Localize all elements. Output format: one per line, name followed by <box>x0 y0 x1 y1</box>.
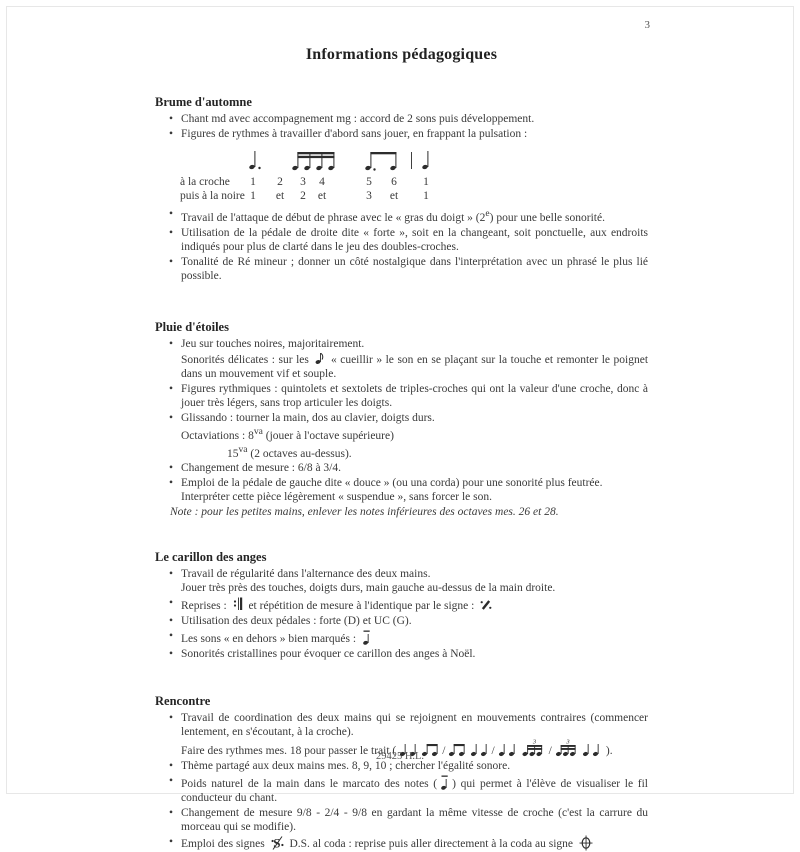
bullet-text: Utilisation de la pédale de droite dite « forte », soit en la changeant, soit ponctuelle, aux endroits indiqués pour plus de clarté dans le jeu des doubles-croches. <box>181 226 648 253</box>
page-title: Informations pédagogiques <box>305 46 498 63</box>
rhythm-notation-figure <box>155 145 648 205</box>
bullet-text: Sonorités cristallines pour évoquer ce carillon des anges à Noël. <box>181 648 476 661</box>
bullet-text: Changement de mesure : 6/8 à 3/4. <box>181 462 342 475</box>
count-row-label: à la croche <box>180 176 230 188</box>
rhythm-notes-icon <box>155 147 455 173</box>
bullet-continuation <box>181 351 648 381</box>
bullet-text: Interpréter cette pièce légèrement « suspendue », sans forcer le son. <box>181 491 492 504</box>
bullet-continuation <box>181 443 648 461</box>
count-value: 3 <box>300 176 306 188</box>
ordinal-superscript: e <box>485 208 490 219</box>
count-value: 4 <box>319 176 325 188</box>
count-row-label: puis à la noire <box>180 190 245 202</box>
bullet-item <box>155 337 648 381</box>
bullet-text: « cueillir » le son en se plaçant sur la touche et remonter le poignet dans un mouvement vif et souple. <box>181 353 649 380</box>
plate-number: 29425 H.L. <box>375 751 425 762</box>
section-heading: Brume d'automne <box>155 95 252 109</box>
count-value: 1 <box>423 176 429 188</box>
count-value: 5 <box>366 176 372 188</box>
bullet-text: Faire des rythmes mes. 18 pour passer le trait ( <box>181 745 397 758</box>
bullet-text: Reprises : <box>181 600 227 613</box>
bullet-text: Jeu sur touches noires, majoritairement. <box>181 337 365 350</box>
count-row-noire <box>155 189 648 203</box>
bullet-text: Emploi de la pédale de gauche dite « douce » (ou una corda) pour une sonorité plus feutrée. <box>181 477 603 490</box>
count-value: 2 <box>300 190 306 202</box>
bullet-item <box>155 461 648 475</box>
bullet-item <box>155 596 648 613</box>
count-value: 3 <box>366 190 372 202</box>
end-repeat-barline-icon <box>233 596 243 611</box>
bullet-item <box>155 226 648 254</box>
bullet-text: Travail de coordination des deux mains qui se rejoignent en mouvements contraires (commencer lentement, en s'écoutant, à la croche). <box>181 712 648 739</box>
section-le-carillon-des-anges <box>155 550 648 661</box>
bullet-item <box>155 774 648 805</box>
bullet-text: Tonalité de Ré mineur ; donner un côté nostalgique dans l'interprétation avec un phrasé le plus lié possible. <box>181 255 648 282</box>
coda-sign-icon <box>579 835 593 851</box>
segno-sign-icon <box>271 835 284 851</box>
bullet-text: Emploi des signes <box>181 838 265 851</box>
page-content <box>155 0 648 852</box>
bullet-text: Travail de l'attaque de début de phrase avec le « gras du doigt » (2 <box>181 211 486 224</box>
bullet-text: Chant md avec accompagnement mg : accord de 2 sons puis développement. <box>181 113 535 125</box>
bullet-item <box>155 835 648 851</box>
bullet-item <box>155 255 648 283</box>
bullet-text: ). <box>605 745 613 758</box>
bullet-text: Changement de mesure 9/8 - 2/4 - 9/8 en gardant la même vitesse de croche (c'est la carrure du morceau qui se modifie). <box>181 807 648 834</box>
footnote-italic: Note : pour les petites mains, enlever les notes inférieures des octaves mes. 26 et 28. <box>170 506 559 519</box>
bullet-text: 15 <box>227 447 239 460</box>
bullet-item <box>155 647 648 661</box>
bullet-text: Les sons « en dehors » bien marqués : <box>181 633 357 646</box>
bullet-item <box>155 629 648 646</box>
bullet-text: ) qui permet à l'élève de visualiser le fil conducteur du chant. <box>181 778 648 805</box>
bullet-text: Poids naturel de la main dans le marcato des notes ( <box>181 778 438 791</box>
bullet-item <box>155 127 648 141</box>
count-value: 1 <box>250 176 256 188</box>
count-value: et <box>317 190 327 202</box>
separator: / <box>442 745 446 758</box>
bullet-text: Figures de rythmes à travailler d'abord sans jouer, en frappant la pulsation : <box>181 128 528 140</box>
count-value: 1 <box>423 190 429 202</box>
bullet-text: Octaviations : 8 <box>181 429 254 442</box>
section-rencontre <box>155 694 648 851</box>
octave-superscript: va <box>253 425 263 437</box>
bullet-continuation <box>181 581 648 595</box>
bullet-text: Glissando : tourner la main, dos au clavier, doigts durs. <box>181 411 435 424</box>
bullet-continuation <box>181 490 648 504</box>
bullet-text: ) pour une belle sonorité. <box>489 211 605 224</box>
count-value: et <box>275 190 285 202</box>
bullet-continuation <box>181 425 648 443</box>
page-number: 3 <box>644 19 650 31</box>
bullet-item <box>155 112 648 126</box>
segno-letter: S <box>272 835 281 851</box>
triplet-number: 3 <box>532 738 536 746</box>
triplet-number: 3 <box>566 738 570 746</box>
bullet-item <box>155 614 648 628</box>
marcato-note-icon <box>440 774 449 791</box>
count-value: 2 <box>277 176 283 188</box>
marcato-note-icon <box>362 629 371 646</box>
octave-superscript: va <box>238 443 248 455</box>
bullet-item <box>155 207 648 225</box>
bullet-item <box>155 411 648 461</box>
count-value: 6 <box>391 176 397 188</box>
bullet-text: Travail de régularité dans l'alternance des deux mains. <box>181 568 431 581</box>
bullet-text: (jouer à l'octave supérieure) <box>262 429 394 442</box>
eighth-note-icon <box>315 351 324 365</box>
bullet-text: et répétition de mesure à l'identique par le signe : <box>248 600 475 613</box>
section-heading: Rencontre <box>155 694 211 709</box>
bullet-item <box>155 567 648 595</box>
bullet-text: Sonorités délicates : sur les <box>181 353 309 366</box>
section-heading: Le carillon des anges <box>155 550 267 565</box>
bullet-text: (2 octaves au-dessus). <box>247 447 352 460</box>
bullet-item <box>155 806 648 834</box>
section-heading: Pluie d'étoiles <box>155 319 229 334</box>
count-row-croche <box>155 175 648 189</box>
bullet-text: Thème partagé aux deux mains mes. 8, 9, 10 ; chercher l'égalité sonore. <box>181 760 511 773</box>
section-brume-d-automne <box>155 95 648 283</box>
bullet-item <box>155 476 648 504</box>
count-value: 1 <box>250 190 256 202</box>
bullet-text: Jouer très près des touches, doigts durs, main gauche au-dessus de la main droite. <box>181 582 556 595</box>
measure-repeat-sign-icon <box>480 599 492 611</box>
count-value: et <box>389 190 399 202</box>
bullet-text: D.S. al coda : reprise puis aller directement à la coda au signe <box>289 838 574 851</box>
section-pluie-d-etoiles <box>155 320 648 520</box>
bullet-text: Figures rythmiques : quintolets et sextolets de triples-croches qui ont la valeur d'une croche, donc à jouer très légers, sans trop articuler les doigts. <box>181 382 648 409</box>
bullet-item <box>155 382 648 410</box>
separator: / <box>548 745 552 758</box>
separator: / <box>491 745 495 758</box>
bullet-text: Utilisation des deux pédales : forte (D) et UC (G). <box>181 615 412 628</box>
